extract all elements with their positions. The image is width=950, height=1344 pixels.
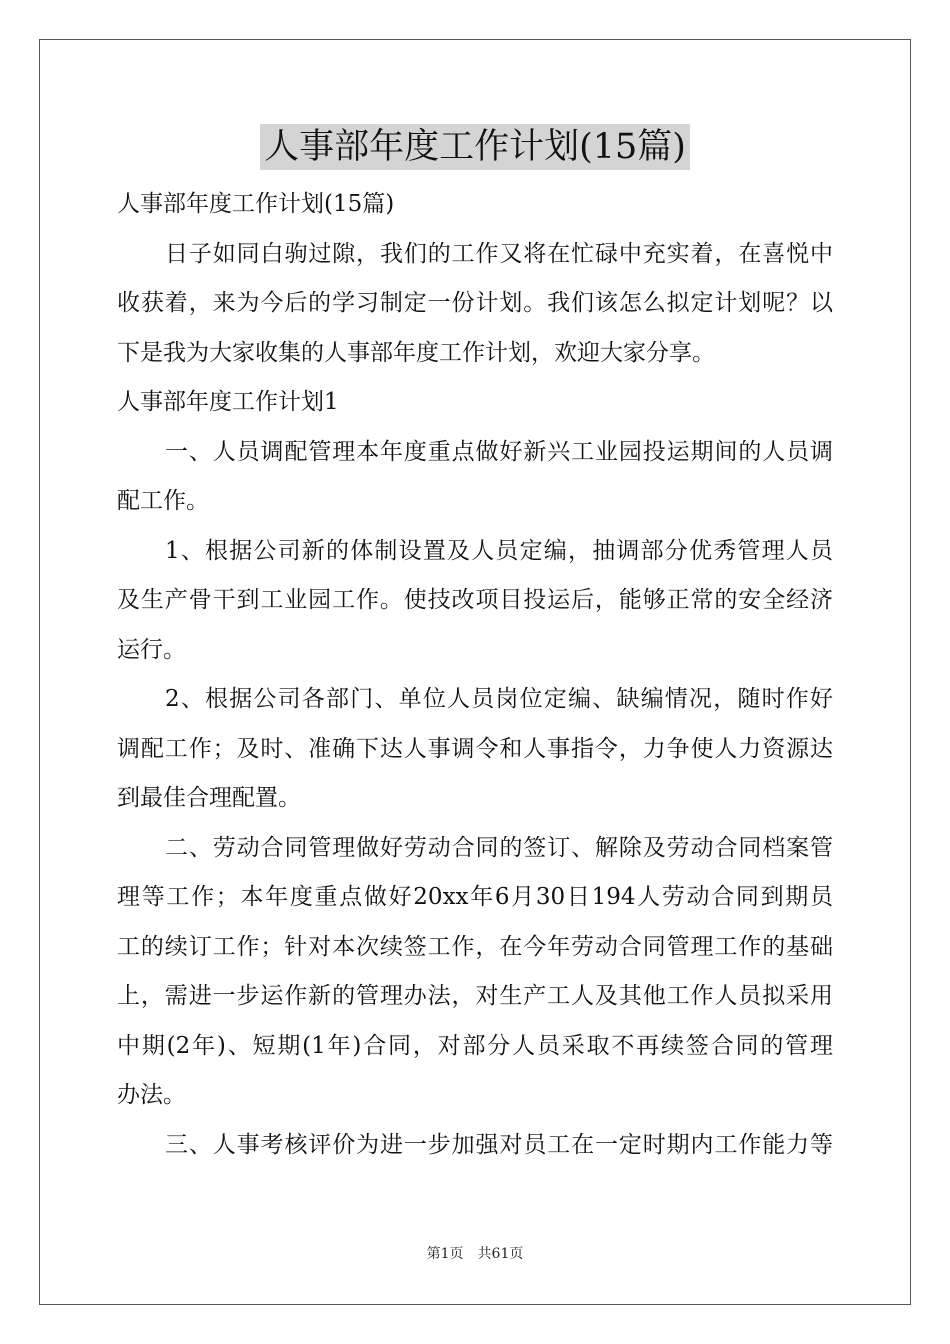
document-title: 人事部年度工作计划(15篇) xyxy=(260,124,690,170)
page-footer xyxy=(0,1244,950,1264)
body-line: 下是我为大家收集的人事部年度工作计划，欢迎大家分享。 xyxy=(117,339,715,366)
title-area xyxy=(0,124,950,170)
body-line: 2、根据公司各部门、单位人员岗位定编、缺编情况，随时作好 xyxy=(165,686,833,712)
body-line: 收获着，来为今后的学习制定一份计划。我们该怎么拟定计划呢？以 xyxy=(117,290,833,316)
body-line: 到最佳合理配置。 xyxy=(117,785,301,811)
body-line: 日子如同白驹过隙，我们的工作又将在忙碌中充实着，在喜悦中 xyxy=(165,240,833,267)
body-line: 中期(2年)、短期(1年)合同，对部分人员采取不再续签合同的管理 xyxy=(117,1032,833,1059)
section-heading: 人事部年度工作计划1 xyxy=(117,389,339,415)
body-line: 三、人事考核评价为进一步加强对员工在一定时期内工作能力等 xyxy=(165,1131,833,1158)
body-line: 配工作。 xyxy=(117,488,209,514)
body-line: 理等工作；本年度重点做好20xx年6月30日194人劳动合同到期员 xyxy=(117,884,833,910)
body-line: 运行。 xyxy=(117,636,186,663)
body-line: 人事部年度工作计划(15篇) xyxy=(117,191,395,217)
body-line: 1、根据公司新的体制设置及人员定编，抽调部分优秀管理人员 xyxy=(165,537,833,564)
document-body xyxy=(117,180,833,1170)
body-line: 一、人员调配管理本年度重点做好新兴工业园投运期间的人员调 xyxy=(165,438,833,465)
body-line: 及生产骨干到工业园工作。使技改项目投运后，能够正常的安全经济 xyxy=(117,587,833,613)
page-number: 第1页 xyxy=(426,1246,464,1262)
body-line: 工的续订工作；针对本次续签工作，在今年劳动合同管理工作的基础 xyxy=(117,933,833,960)
body-line: 办法。 xyxy=(117,1082,186,1108)
body-line: 调配工作；及时、准确下达人事调令和人事指令，力争使人力资源达 xyxy=(117,735,833,762)
body-line: 上，需进一步运作新的管理办法，对生产工人及其他工作人员拟采用 xyxy=(117,983,833,1009)
page-total: 共61页 xyxy=(477,1246,524,1262)
body-line: 二、劳动合同管理做好劳动合同的签订、解除及劳动合同档案管 xyxy=(165,834,833,861)
